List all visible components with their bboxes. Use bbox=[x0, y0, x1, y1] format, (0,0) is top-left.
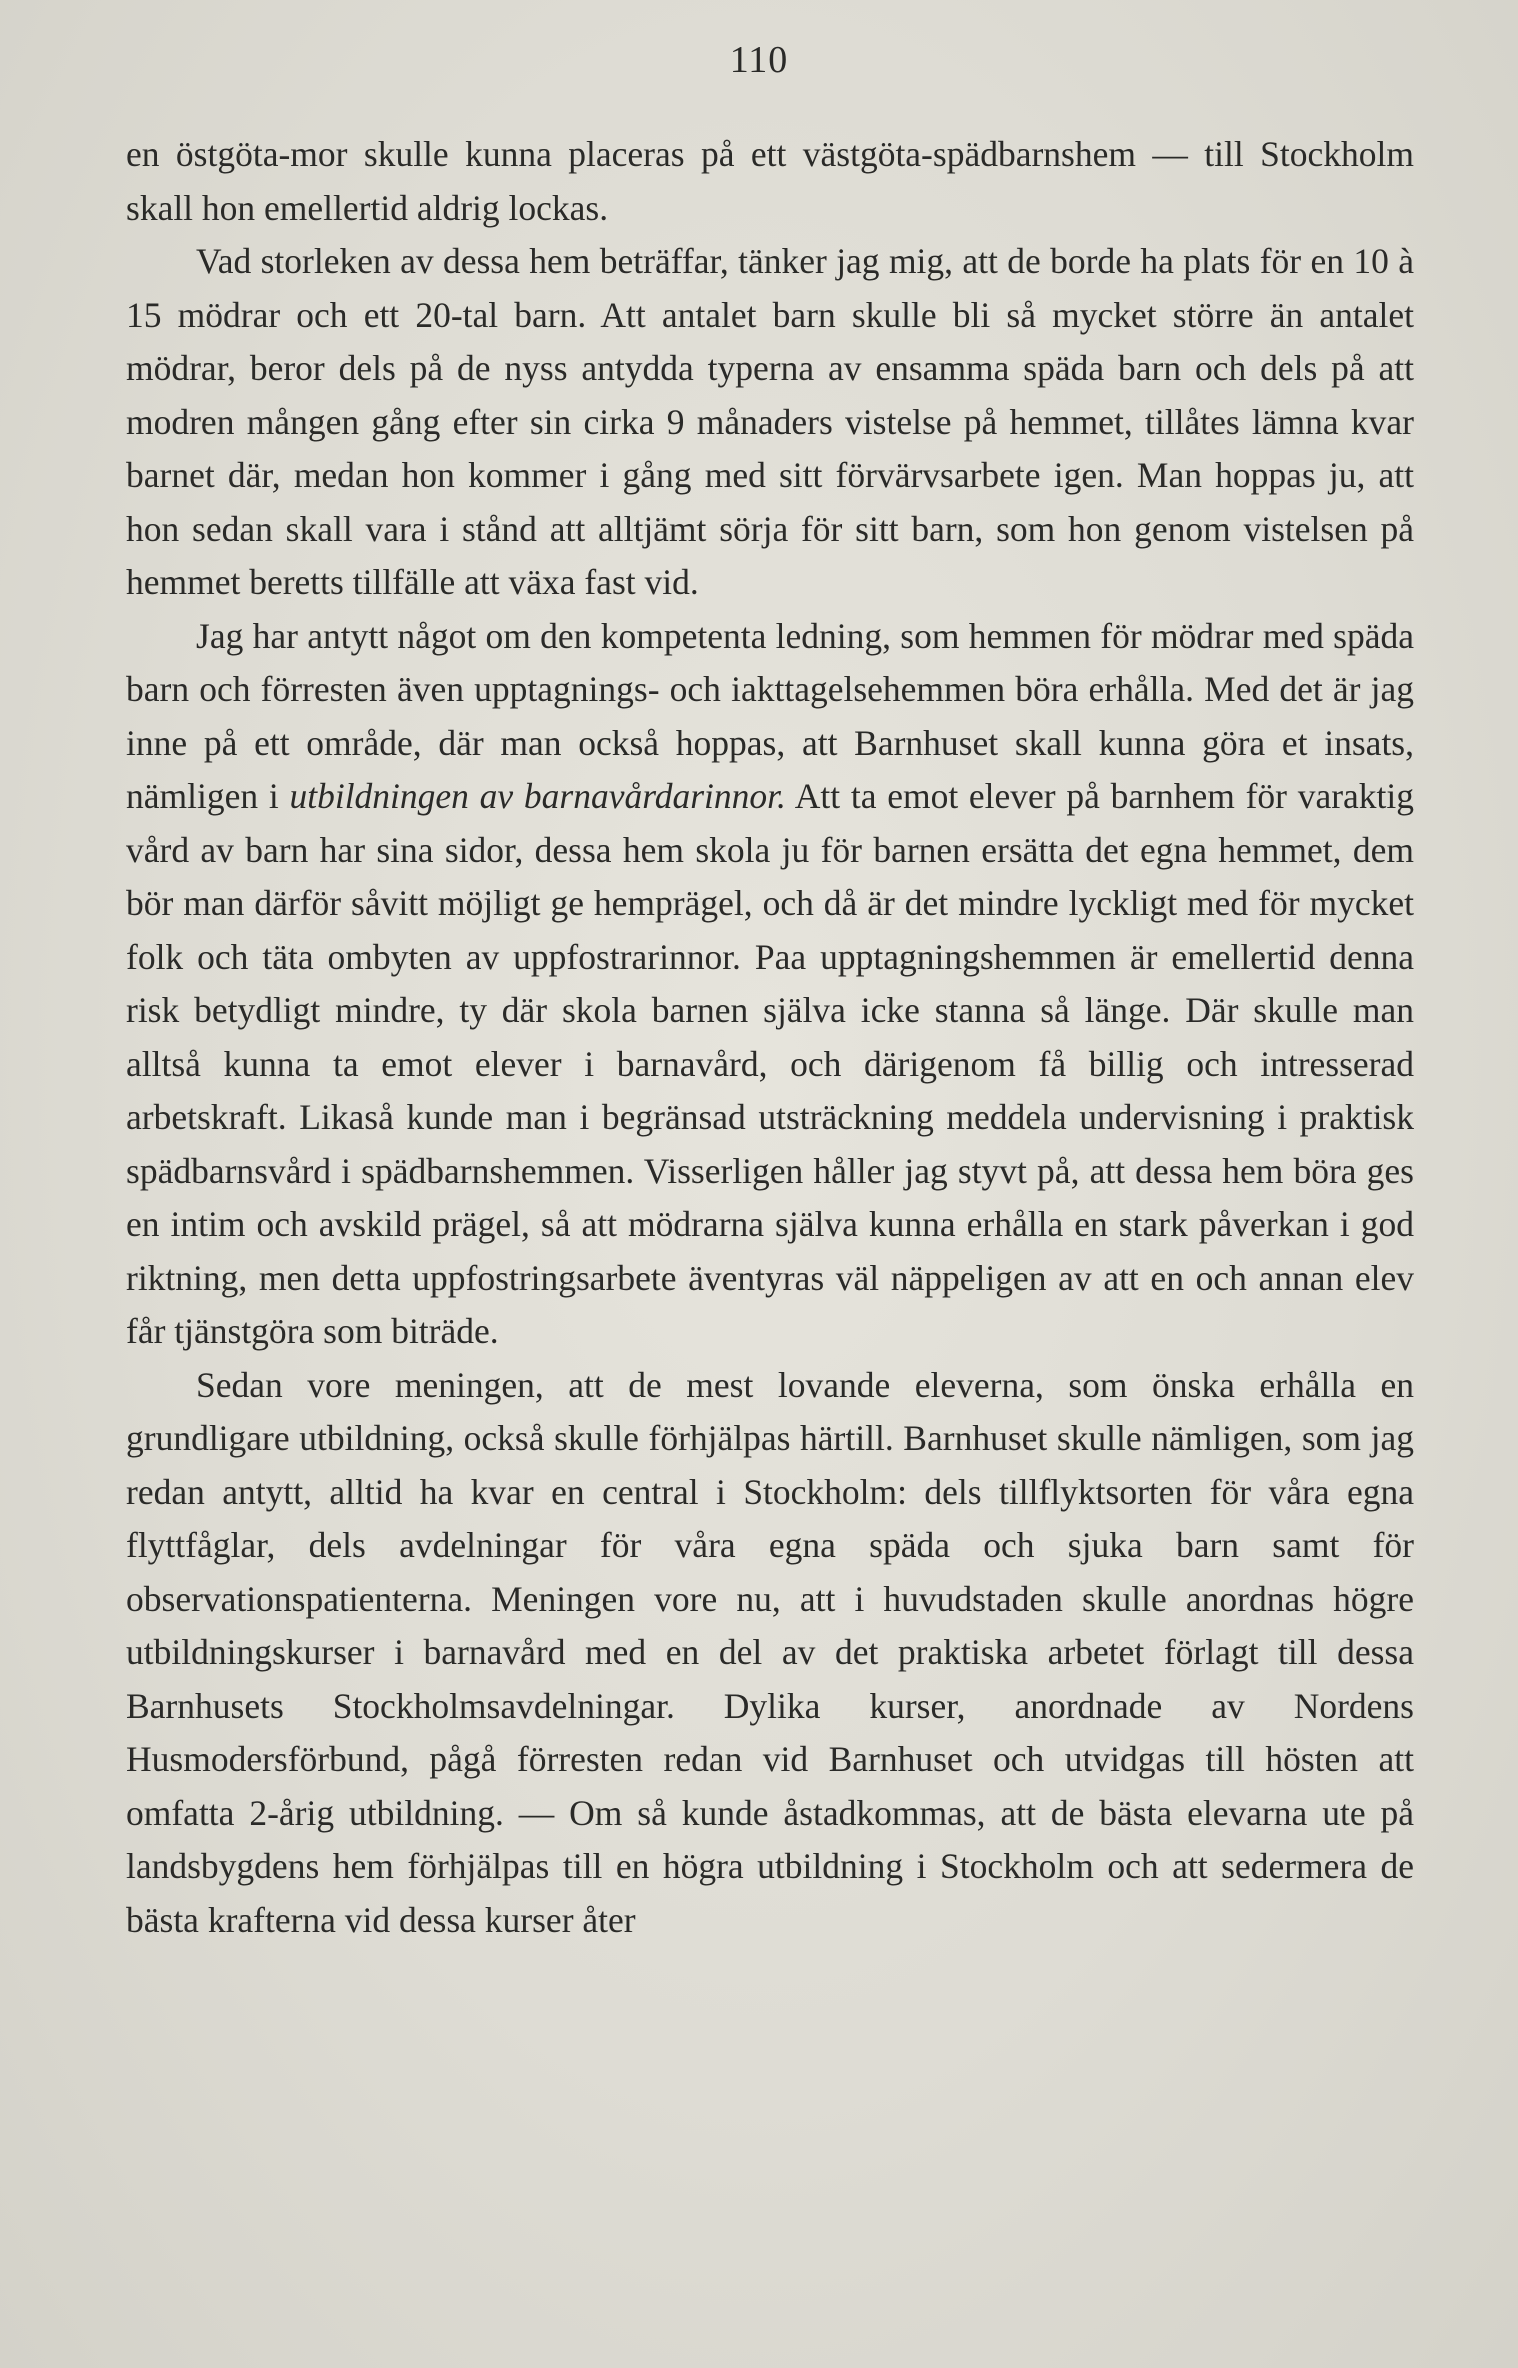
paragraph-4: Sedan vore meningen, att de mest lovande eleverna, som önska erhålla en grundligare utbildning, också skulle förhjälpas härtill. Barnhuset skulle nämligen, som jag redan antytt, alltid ha kvar en central i Stockholm: dels tillflyktsorten för våra egna flyttfåglar, dels avdelningar för våra egna späda och sjuka barn samt för observationspatienterna. Meningen vore nu, att i huvudstaden skulle anordnas högre utbildningskurser i barnavård med en del av det praktiska arbetet förlagt till dessa Barnhusets Stockholmsavdelningar. Dylika kurser, anordnade av Nordens Husmodersförbund, pågå förresten redan vid Barnhuset och utvidgas till hösten att omfatta 2-årig utbildning. — Om så kunde åstadkommas, att de bästa elevarna ute på landsbygdens hem förhjälpas till en högra utbildning i Stockholm och att sedermera de bästa krafterna vid dessa kurser åter bbox=[126, 1364, 1414, 1940]
paragraph-1: en östgöta-mor skulle kunna placeras på ett västgöta-spädbarnshem — till Stockholm skall hon emellertid aldrig lockas. bbox=[126, 134, 1414, 228]
paragraph-3-before: Jag har antytt något om den kompetenta ledning, som hemmen för mödrar med späda barn och förresten även upptagnings- och iakttagelsehemmen böra erhålla. Med det är jag inne på ett område, där man också hoppas, att Barnhuset skall kunna göra et insats, nämligen i bbox=[126, 615, 1414, 816]
paragraph-3-emphasis: utbildningen av barnavårdarinnor. bbox=[289, 776, 786, 816]
paragraph-3 bbox=[126, 610, 1414, 1359]
body-text bbox=[126, 128, 1414, 1947]
paragraph-3-after: Att ta emot elever på barnhem för varaktig vård av barn har sina sidor, dessa hem skola ju för barnen ersätta det egna hemmet, dem bör man därför såvitt möjligt ge hemprägel, och då är det mindre lyckligt med för mycket folk och täta ombyten av uppfostrarinnor. Paa upptagningshemmen är emellertid denna risk betydligt mindre, ty där skola barnen själva icke stanna så länge. Där skulle man alltså kunna ta emot elever i barnavård, och därigenom få billig och intresserad arbetskraft. Likaså kunde man i begränsad utsträckning meddela undervisning i praktisk spädbarnsvård i spädbarnshemmen. Visserligen håller jag styvt på, att dessa hem böra ges en intim och avskild prägel, så att mödrarna själva kunna erhålla en stark påverkan i god riktning, men detta uppfostringsarbete äventyras väl näppeligen av att en och annan elev får tjänstgöra som biträde. bbox=[126, 776, 1415, 1351]
page-number: 110 bbox=[729, 39, 789, 81]
paragraph-2: Vad storleken av dessa hem beträffar, tänker jag mig, att de borde ha plats för en 10 à 15 mödrar och ett 20-tal barn. Att antalet barn skulle bli så mycket större än antalet mödrar, beror dels på de nyss antydda typerna av ensamma späda barn och dels på att modren mången gång efter sin cirka 9 månaders vistelse på hemmet, tillåtes lämna kvar barnet där, medan hon kommer i gång med sitt förvärvsarbete igen. Man hoppas ju, att hon sedan skall vara i stånd att alltjämt sörja för sitt barn, som hon genom vistelsen på hemmet beretts tillfälle att växa fast vid. bbox=[126, 241, 1414, 602]
